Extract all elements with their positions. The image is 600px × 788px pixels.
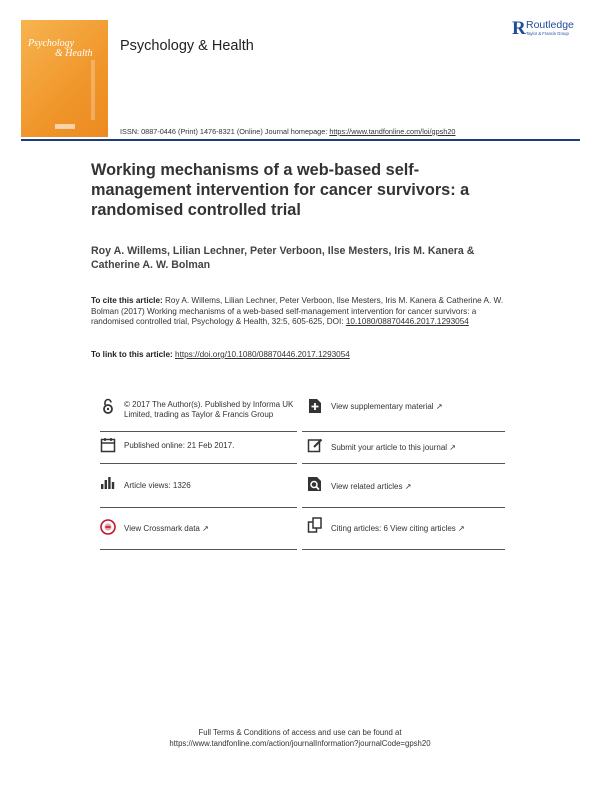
citation-text: Roy A. Willems, Lilian Lechner, Peter Verboon, Ilse Mesters, Iris M. Kanera & Catherine A. W. Bolman (2017) Working mechanisms of a web-based self-management intervention for cancer survivors: a randomised controlled trial, Psychology & Health, 32:5, 605-625, DOI: (91, 296, 504, 327)
related-articles-item[interactable] (307, 476, 511, 496)
citing-documents-icon (307, 517, 323, 533)
cover-publisher-mark (55, 124, 75, 129)
citation-doi-link[interactable]: 10.1080/08870446.2017.1293054 (345, 317, 469, 327)
link-label: To link to this article: (91, 350, 176, 359)
crossmark-item[interactable] (100, 519, 304, 539)
grid-divider (100, 507, 297, 508)
supplementary-material-link[interactable] (331, 402, 511, 412)
submit-article-item[interactable] (307, 437, 511, 457)
supplementary-material-label: View supplementary material (331, 402, 434, 411)
bar-chart-icon (100, 475, 116, 491)
citing-articles-item[interactable] (307, 517, 511, 537)
crossmark-icon (100, 519, 116, 535)
grid-divider (100, 549, 297, 550)
submit-article-label: Submit your article to this journal (331, 443, 448, 452)
header-divider (21, 139, 580, 141)
grid-divider (100, 463, 297, 464)
article-authors: Roy A. Willems, Lilian Lechner, Peter Verboon, Ilse Mesters, Iris M. Kanera & Catherine A. W. Bolman (91, 245, 475, 271)
crossmark-label: View Crossmark data (124, 524, 200, 533)
external-link-icon: ↗ (404, 482, 412, 491)
article-doi-link[interactable]: https://doi.org/10.1080/08870446.2017.1293054 (175, 350, 350, 359)
cover-title-line1: Psychology (28, 38, 75, 49)
published-online-item (100, 437, 304, 457)
citing-articles-label: Citing articles: 6 View citing articles (331, 524, 456, 533)
article-title: Working mechanisms of a web-based self-management intervention for cancer survivors: a randomised controlled trial (91, 161, 470, 219)
citing-articles-link[interactable] (331, 524, 465, 534)
citation-label: To cite this article: (91, 296, 163, 305)
open-access-item[interactable] (100, 398, 304, 432)
published-online-text: Published online: 21 Feb 2017. (124, 441, 235, 450)
submit-article-link[interactable] (331, 443, 456, 453)
routledge-r-icon: R (512, 18, 526, 39)
grid-divider (302, 507, 505, 508)
external-link-icon: ↗ (435, 402, 443, 411)
plus-document-icon (307, 398, 323, 414)
cover-title-line2: & Health (55, 48, 93, 59)
related-articles-link[interactable] (331, 482, 411, 492)
edit-pencil-icon (307, 437, 323, 453)
grid-divider (100, 431, 297, 432)
external-link-icon: ↗ (202, 524, 209, 533)
article-views-item (100, 475, 304, 495)
grid-divider (302, 549, 505, 550)
grid-divider (302, 463, 505, 464)
journal-title[interactable]: Psychology & Health (120, 38, 254, 54)
footer (0, 727, 600, 749)
publisher-name: Routledge (526, 19, 574, 31)
citation-block (91, 296, 516, 328)
footer-terms-link[interactable]: https://www.tandfonline.com/action/journalInformation?journalCode=gpsh20 (169, 739, 431, 748)
journal-cover-image (21, 20, 108, 137)
calendar-icon (100, 437, 116, 453)
external-link-icon: ↗ (458, 524, 465, 533)
journal-homepage-link[interactable]: https://www.tandfonline.com/loi/gpsh20 (329, 127, 456, 136)
article-link-row (91, 349, 516, 360)
cover-decoration (91, 60, 95, 120)
related-articles-label: View related articles (331, 482, 403, 491)
external-link-icon: ↗ (449, 443, 456, 452)
footer-terms-text: Full Terms & Conditions of access and use can be found at (198, 728, 402, 737)
issn-text: ISSN: 0887-0446 (Print) 1476-8321 (Online) Journal homepage: (120, 127, 330, 136)
issn-line (120, 127, 455, 136)
crossmark-link[interactable] (124, 524, 209, 534)
publisher-logo[interactable] (512, 19, 582, 39)
open-access-icon (100, 398, 116, 414)
magnifier-document-icon (307, 476, 323, 492)
open-access-text: © 2017 The Author(s). Published by Informa UK Limited, trading as Taylor & Francis Group (124, 400, 294, 419)
article-views-text: Article views: 1326 (124, 481, 191, 490)
supplementary-material-item[interactable] (307, 398, 511, 416)
publisher-tagline: Taylor & Francis Group (526, 31, 569, 36)
grid-divider (302, 431, 505, 432)
